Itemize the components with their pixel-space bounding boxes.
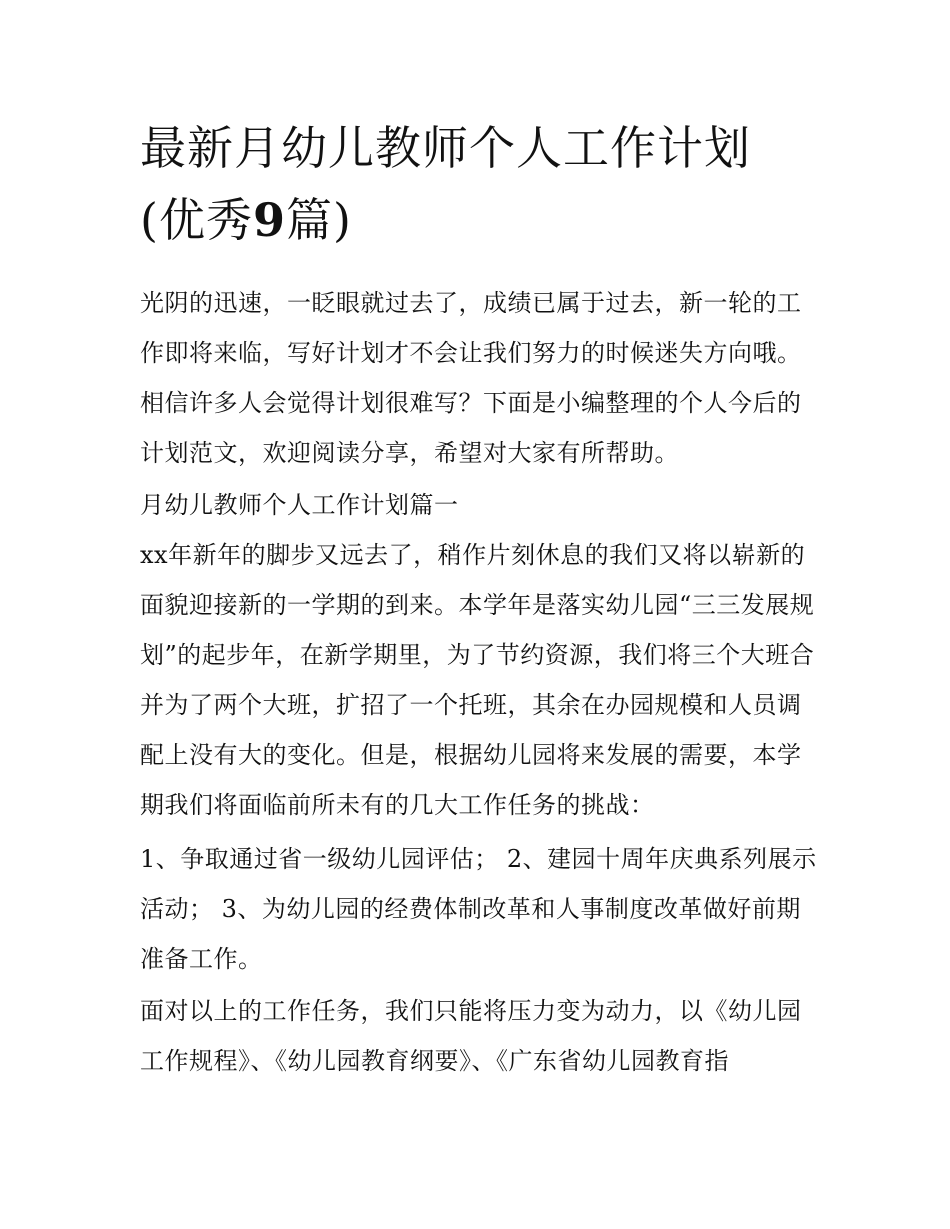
document-title: [140, 112, 840, 256]
body-paragraph: xx年新年的脚步又远去了，稍作片刻休息的我们又将以崭新的面貌迎接新的一学期的到来。本学年是落实幼儿园“三三发展规划”的起步年，在新学期里，为了节约资源，我们将三个大班合并为了两个大班，扩招了一个托班，其余在办园规模和人员调配上没有大的变化。但是，根据幼儿园将来发展的需要，本学期我们将面临前所未有的几大工作任务的挑战：: [140, 541, 815, 819]
title-line-1: 最新月幼儿教师个人工作计划: [140, 121, 751, 175]
title-suffix: 篇): [285, 193, 352, 247]
intro-paragraph: 光阴的迅速，一眨眼就过去了，成绩已属于过去，新一轮的工作即将来临，写好计划才不会让我们努力的时候迷失方向哦。相信许多人会觉得计划很难写？下面是小编整理的个人今后的计划范文，欢迎阅读分享，希望对大家有所帮助。: [140, 289, 802, 467]
title-prefix: (优秀: [140, 193, 253, 247]
body-paragraph-truncated: 面对以上的工作任务，我们只能将压力变为动力，以《幼儿园工作规程》、《幼儿园教育纲要》、《广东省幼儿园教育指: [140, 997, 802, 1075]
task-list-paragraph: 1、争取通过省一级幼儿园评估； 2、建园十周年庆典系列展示活动； 3、为幼儿园的经费体制改革和人事制度改革做好前期准备工作。: [140, 845, 817, 973]
section-heading: 月幼儿教师个人工作计划篇一: [140, 491, 459, 519]
title-number: 9: [252, 193, 286, 247]
